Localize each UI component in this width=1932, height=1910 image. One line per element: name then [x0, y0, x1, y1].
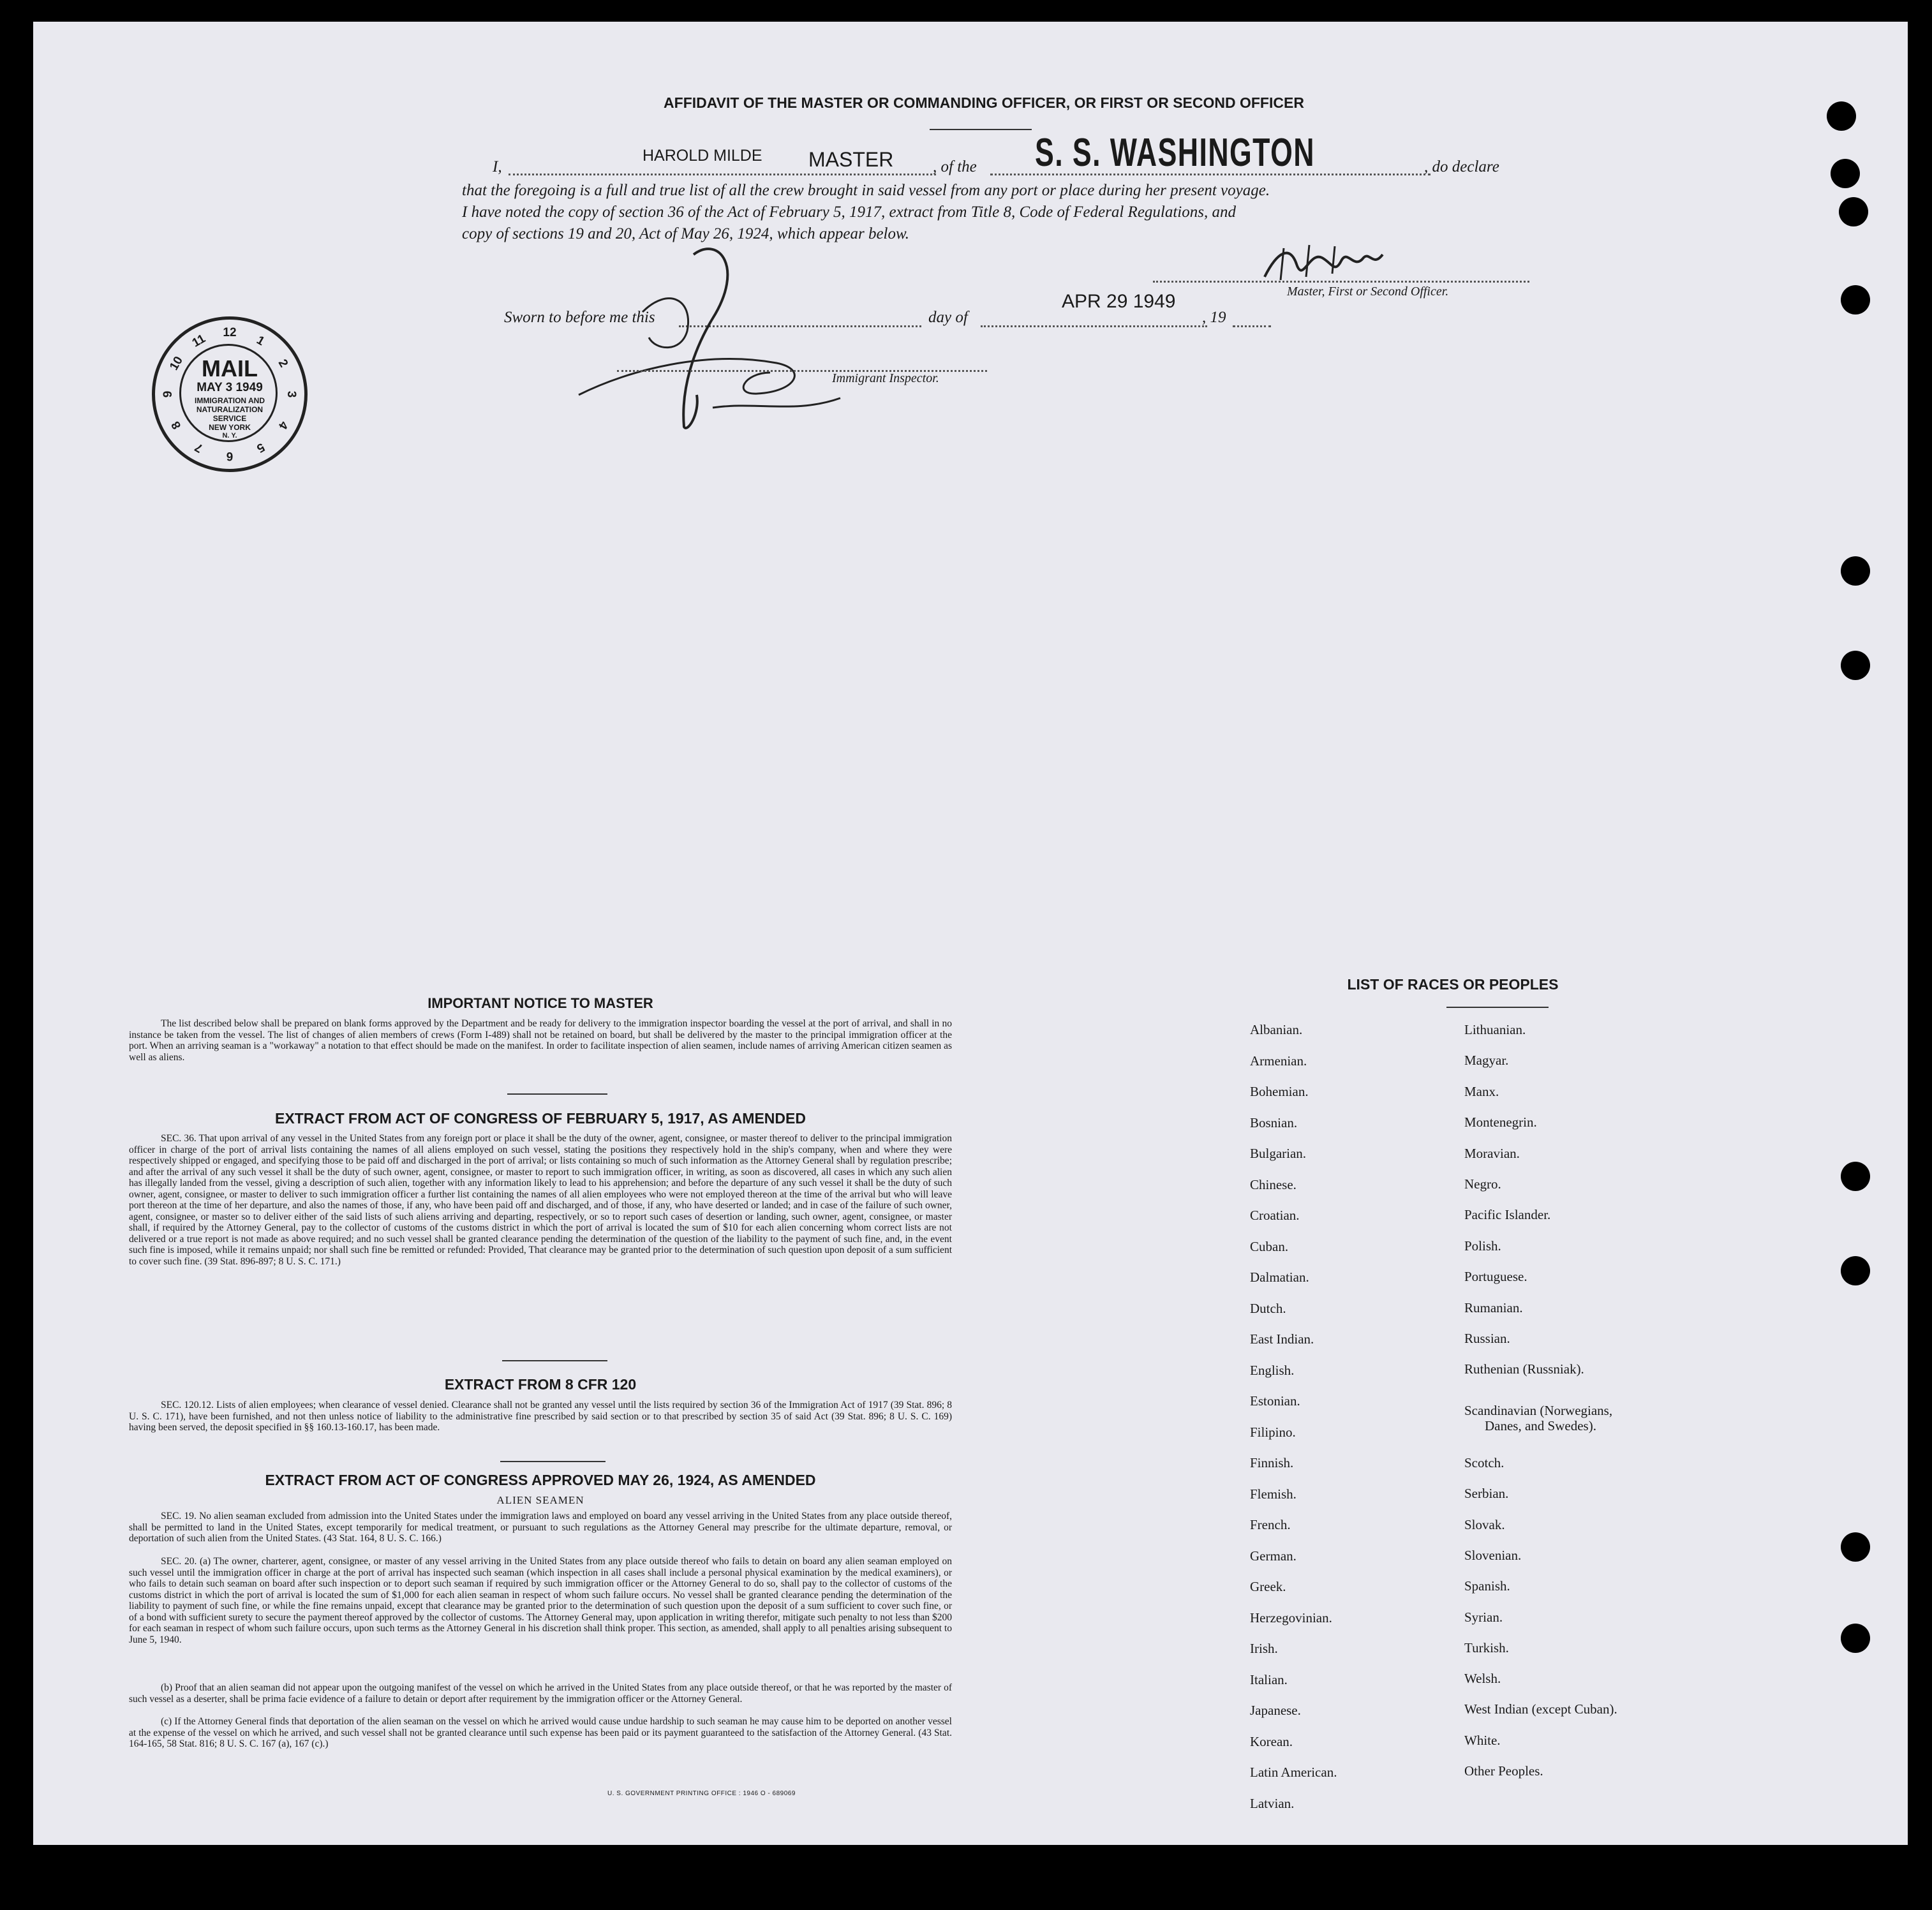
year-line	[1233, 325, 1271, 327]
stamp-hour-number: 2	[275, 357, 291, 370]
race-item: Polish.	[1464, 1238, 1501, 1254]
stamp-hour-number: 5	[254, 440, 267, 455]
stamp-date: MAY 3 1949	[197, 381, 263, 394]
notice-rule	[507, 1093, 607, 1095]
stamp-line-4: NATURALIZATION	[196, 405, 264, 414]
race-item: Manx.	[1464, 1084, 1499, 1099]
race-item: Danes, and Swedes).	[1485, 1418, 1596, 1433]
race-item: German.	[1250, 1548, 1297, 1564]
race-item: Latvian.	[1250, 1795, 1295, 1811]
race-item: White.	[1464, 1733, 1501, 1748]
race-item: Other Peoples.	[1464, 1763, 1543, 1779]
master-signature-line	[1153, 281, 1529, 283]
race-item: Welsh.	[1464, 1671, 1501, 1686]
race-item: Dalmatian.	[1250, 1270, 1309, 1285]
affidavit-line-4: copy of sections 19 and 20, Act of May 26, 1924, which appear below.	[462, 225, 910, 242]
race-item: Herzegovinian.	[1250, 1610, 1332, 1625]
race-item: Greek.	[1250, 1579, 1286, 1594]
vessel-name: S. S. WASHINGTON	[1035, 131, 1315, 175]
race-item: West Indian (except Cuban).	[1464, 1701, 1617, 1717]
year-label: , 19	[1202, 309, 1226, 326]
extract-cfr-title: EXTRACT FROM 8 CFR 120	[444, 1376, 637, 1393]
race-item: Latin American.	[1250, 1765, 1337, 1780]
date-line	[981, 325, 1207, 327]
of-the-label: , of the	[933, 158, 977, 175]
race-item: Moravian.	[1464, 1146, 1520, 1161]
race-item: Slovenian.	[1464, 1548, 1522, 1563]
race-item: Chinese.	[1250, 1176, 1297, 1192]
race-item: Italian.	[1250, 1671, 1288, 1687]
race-item: Bosnian.	[1250, 1114, 1298, 1130]
binder-hole	[1839, 197, 1868, 226]
race-item: Ruthenian (Russniak).	[1464, 1361, 1584, 1377]
name-line	[509, 174, 936, 175]
race-item: Turkish.	[1464, 1640, 1509, 1655]
race-item: Bulgarian.	[1250, 1146, 1307, 1161]
extract-1924-sec20c: (c) If the Attorney General finds that deportation of the alien seaman on the vessel on which he arrived would cause undue hardship to such seaman he may cause him to be deported on another vessel at the expense of the vessel on which he arrived, and such vessel shall not be granted clearance until such expense has been paid or its payment guaranteed to the satisfaction of the Attorney General. (43 Stat. 164-165, 58 Stat. 816; 8 U. S. C. 167 (a), 167 (c).)	[129, 1716, 952, 1749]
races-title: LIST OF RACES OR PEOPLES	[1347, 976, 1559, 993]
race-item: East Indian.	[1250, 1331, 1314, 1347]
affidavit-line-2: that the foregoing is a full and true list of all the crew brought in said vessel from any port or place during her present voyage.	[462, 182, 1270, 199]
inspector-caption: Immigrant Inspector.	[832, 371, 939, 385]
date-stamp: APR 29 1949	[1062, 291, 1176, 312]
stamp-hour-number: 10	[167, 354, 186, 373]
affidavit-title: AFFIDAVIT OF THE MASTER OR COMMANDING OFFICER, OR FIRST OR SECOND OFFICER	[664, 94, 1304, 111]
stamp-hour-number: 9	[161, 390, 175, 398]
do-declare-label: , do declare	[1424, 158, 1499, 175]
master-caption: Master, First or Second Officer.	[1287, 285, 1449, 299]
race-item: French.	[1250, 1517, 1291, 1532]
master-name: HAROLD MILDE	[643, 147, 762, 165]
binder-hole	[1827, 101, 1856, 131]
race-item: Lithuanian.	[1464, 1022, 1526, 1037]
stamp-hour-number: 11	[189, 332, 208, 350]
extract-1924-sec19: SEC. 19. No alien seaman excluded from admission into the United States under the immigration laws and employed on board any vessel arriving in the United States from any place outside thereof, shall be permitted to land in the United States, except temporarily for medical treatment, or pursuant to such regulations as the Attorney General may prescribe for the ultimate departure, removal, or deportation of such alien from the United States. (43 Stat. 164, 8 U. S. C. 166.)	[129, 1511, 952, 1544]
stamp-hour-number: 4	[275, 418, 291, 432]
mail-stamp	[152, 316, 308, 472]
stamp-line-7: N. Y.	[222, 432, 237, 440]
printer-imprint: U. S. GOVERNMENT PRINTING OFFICE : 1946 O - 689069	[607, 1790, 796, 1797]
race-item: English.	[1250, 1362, 1295, 1378]
race-item: Russian.	[1464, 1331, 1510, 1346]
stamp-hour-number: 1	[254, 333, 267, 349]
race-item: Korean.	[1250, 1733, 1293, 1749]
races-rule	[1446, 1007, 1549, 1008]
stamp-line-5: SERVICE	[212, 414, 247, 423]
race-item: Finnish.	[1250, 1455, 1294, 1470]
extract-1924-sec20a: SEC. 20. (a) The owner, charterer, agent, consignee, or master of any vessel arriving in the United States from any place outside thereof who fails to detain on board any alien seaman employed on such vessel until the immigration officer in charge at the port of arrival has inspected such seaman (which inspection in all cases shall include a personal physical examination by the medical examiners), or who fails to detain such seaman on board after such inspection or to deport such seaman if required by such immigration officer or the Attorney General to do so, shall pay to the collector of customs of the customs district in which the port of arrival is located the sum of $1,000 for each alien seaman in respect of whom such failure occurs. No vessel shall be granted clearance pending the determination of the liability to payment of such fine, or while the fine remains unpaid, except that clearance may be granted prior to the determination of such question upon the deposit of a sum sufficient to cover such fine, or of a bond with sufficient surety to secure the payment thereof approved by the collector of customs. The Attorney General may, upon application in writing therefor, mitigate such penalty to not less than $200 for each seaman in respect of whom such failure occurs, upon such terms as the Attorney General in his discretion shall think proper. This section, as amended, shall apply to all penalties arising subsequent to June 5, 1940.	[129, 1556, 952, 1645]
extract-1917-rule	[502, 1360, 607, 1361]
affidavit-line-3: I have noted the copy of section 36 of the Act of February 5, 1917, extract from Title 8, Code of Federal Regulations, and	[462, 204, 1236, 221]
binder-hole	[1841, 1256, 1870, 1285]
binder-hole	[1831, 159, 1860, 188]
binder-hole	[1841, 556, 1870, 586]
race-item: Japanese.	[1250, 1703, 1301, 1718]
stamp-hour-number: 6	[226, 449, 234, 463]
extract-1924-subtitle: ALIEN SEAMEN	[496, 1494, 584, 1506]
extract-1917-title: EXTRACT FROM ACT OF CONGRESS OF FEBRUARY 5, 1917, AS AMENDED	[275, 1110, 806, 1127]
extract-1924-title: EXTRACT FROM ACT OF CONGRESS APPROVED MAY 26, 1924, AS AMENDED	[265, 1472, 816, 1488]
stamp-line-3: IMMIGRATION AND	[195, 396, 265, 405]
race-item: Croatian.	[1250, 1208, 1300, 1223]
race-item: Magyar.	[1464, 1053, 1509, 1068]
race-item: Negro.	[1464, 1176, 1501, 1192]
title-rule	[930, 129, 1032, 130]
race-item: Slovak.	[1464, 1517, 1505, 1532]
notice-body: The list described below shall be prepared on blank forms approved by the Department and be ready for delivery to the immigration inspector boarding the vessel at the port of arrival, and shall in no instance be taken from the vessel. The list of changes of alien members of crews (Form I-489) shall not be retained on board, but shall be delivered by the master to the principal immigration officer at the port. When an arriving seaman is a "workaway" a notation to that effect should be made on the manifest. In order to facilitate inspection of alien seamen, include names of arriving American citizen seamen as well as aliens.	[129, 1018, 952, 1063]
i-label: I,	[493, 158, 502, 175]
extract-1917-body: SEC. 36. That upon arrival of any vessel in the United States from any foreign port or place it shall be the duty of the owner, agent, consignee, or master thereof to deliver to the principal immigration officer in charge of the port of arrival lists containing the names of all aliens employed on such vessel, stating the positions they respectively hold in the ship's company, when and where they were respectively shipped or engaged, and specifying those to be paid off and discharged in the port of arrival; or lists containing so much of such information as the Attorney General shall by regulation prescribe; and after the arrival of any such vessel it shall be the duty of such owner, agent, consignee, or master to report to such immigration officer, in writing, as soon as discovered, all cases in which any such alien has illegally landed from the vessel, giving a description of such alien, together with any information likely to lead to his apprehension; and before the departure of any such vessel it shall be the duty of such owner, agent, consignee, or master to deliver to such immigration officer a further list containing the names of all alien employees who were not employed thereon at the time of the arrival but who will leave port thereon at the time of her departure, and also the names of those, if any, who have been paid off and discharged, and of those, if any, who have deserted or landed; and in case of the failure of such owner, agent, consignee, or master so to deliver either of the said lists of such aliens arriving and departing, respectively, or so to report such cases of desertion or landing, such owner, agent, consignee, or master shall, if required by the Attorney General, pay to the collector of customs of the customs district in which the port of arrival is located the sum of $10 for each alien concerning whom correct lists are not delivered or a true report is not made as above required; and no such vessel shall be granted clearance pending the determination of the question of the liability to the payment of such fine, and, in the event such fine is imposed, while it remains unpaid; nor shall such fine be remitted or refunded: Provided, That clearance may be granted prior to the determination of such question upon deposit of a sum sufficient to cover such fine. (39 Stat. 896-897; 8 U. S. C. 171.)	[129, 1133, 952, 1267]
race-item: Rumanian.	[1464, 1300, 1523, 1315]
race-item: Armenian.	[1250, 1053, 1307, 1069]
stamp-mail: MAIL	[202, 355, 258, 381]
race-item: Montenegrin.	[1464, 1114, 1537, 1130]
stamp-hour-number: 3	[285, 390, 298, 398]
extract-cfr-body: SEC. 120.12. Lists of alien employees; when clearance of vessel denied. Clearance shall not be granted any vessel until the lists required by section 36 of the Immigration Act of 1917 (39 Stat. 896; 8 U. S. C. 171), have been furnished, and not then unless notice of liability to the administrative fine prescribed by said section or to that prescribed by section 35 of said Act (39 Stat. 896; 8 U. S. C. 169) having been served, the deposit specified in §§ 160.13-160.17, has been made.	[129, 1400, 952, 1433]
race-item: Estonian.	[1250, 1393, 1300, 1409]
extract-1924-sec20b: (b) Proof that an alien seaman did not appear upon the outgoing manifest of the vessel on which he arrived in the United States from any place outside thereof, or that he was reported by the master of such vessel as a deserter, shall be prima facie evidence of a failure to detain or deport after requirement by the immigration officer or the Attorney General.	[129, 1682, 952, 1705]
inspector-signature	[566, 242, 847, 440]
binder-hole	[1841, 1624, 1870, 1653]
stamp-hour-number: 7	[192, 440, 205, 455]
race-item: Serbian.	[1464, 1486, 1509, 1501]
race-item: Flemish.	[1250, 1486, 1297, 1502]
race-item: Irish.	[1250, 1641, 1278, 1656]
race-item: Albanian.	[1250, 1022, 1303, 1037]
document-page	[33, 22, 1908, 1845]
race-item: Cuban.	[1250, 1238, 1289, 1254]
extract-cfr-rule	[500, 1461, 606, 1462]
race-item: Filipino.	[1250, 1424, 1296, 1440]
stamp-hour-number: 8	[168, 418, 184, 432]
binder-hole	[1841, 1162, 1870, 1191]
stamp-hour-number: 12	[223, 326, 237, 339]
race-item: Scotch.	[1464, 1455, 1505, 1470]
race-item: Portuguese.	[1464, 1269, 1527, 1284]
binder-hole	[1841, 651, 1870, 680]
binder-hole	[1841, 1532, 1870, 1562]
sworn-label: Sworn to before me this	[504, 309, 655, 326]
day-of-label: day of	[928, 309, 968, 326]
race-item: Syrian.	[1464, 1610, 1503, 1625]
race-item: Spanish.	[1464, 1578, 1510, 1594]
stamp-line-6: NEW YORK	[209, 423, 251, 432]
race-item: Scandinavian (Norwegians,	[1464, 1403, 1613, 1418]
master-rank: MASTER	[808, 148, 894, 171]
notice-title: IMPORTANT NOTICE TO MASTER	[427, 995, 653, 1011]
race-item: Bohemian.	[1250, 1084, 1309, 1099]
race-item: Pacific Islander.	[1464, 1207, 1551, 1222]
race-item: Dutch.	[1250, 1300, 1286, 1316]
binder-hole	[1841, 285, 1870, 315]
